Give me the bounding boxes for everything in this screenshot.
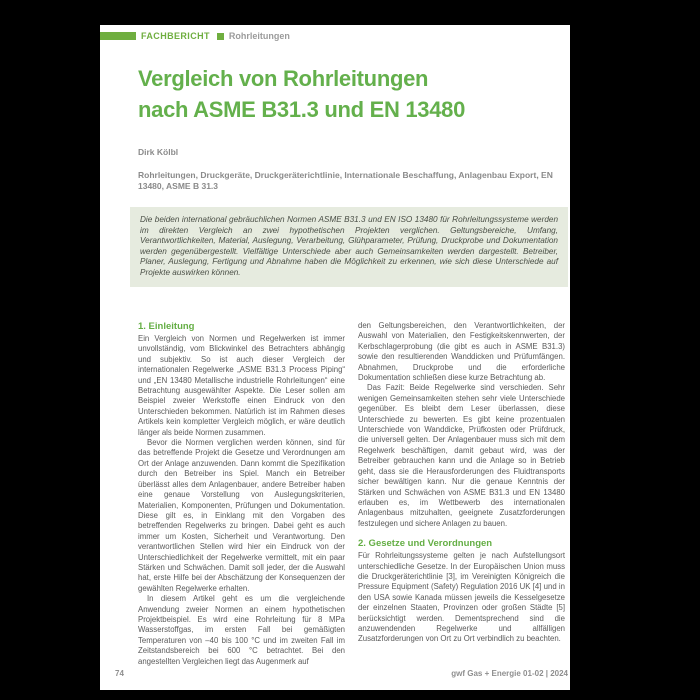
footer-journal-name: gwf Gas + Energie 01-02 | 2024 — [451, 669, 568, 678]
body-paragraph: Bevor die Normen verglichen werden können, sind für das betreffende Projekt die Gesetze und Verordnungen am Ort der Anlage anzuwenden. Dann kommt die Spezifikation durch den Betreiber ins Spiel. Manch ein Betreiber überlässt alles dem Anlagenbauer, andere Betreiber haben eine genaue Vorstellung von Auslegungskriterien, Materialien, Komponenten, Prüfungen und Dokumentation. Diese gilt es, in Einklang mit den Vorgaben des betreffenden Regelwerks zu bringen. Dabei geht es auch immer um Kosten, Sicherheit und Verantwortung. Den verantwortlichen Stellen wird hier ein Eindruck von der Unterschiedlichkeit der Regelwerke vermittelt, mit ein paar Stärken und Schwächen. Damit soll jeder, der die Auswahl hat, erste Hilfe bei der Abschätzung der Konsequenzen der gewählten Regelwerke erhalten. — [138, 438, 345, 593]
green-square-icon — [217, 33, 224, 40]
body-paragraph: In diesem Artikel geht es um die vergleichende Anwendung zweier Normen an einem hypothetischen Projektbeispiel. Es wird eine Rohrleitung für 8 MPa Wasserstoffgas, im ersten Fall bei gemäßigten Temperaturen von –40 bis 100 °C und im zweiten Fall im Zeitstandsbereich bei 600 °C betrachtet. Bei den angestellten Vergleichen liegt das Augenmerk auf — [138, 594, 345, 666]
author-name: Dirk Kölbl — [138, 147, 179, 157]
body-paragraph: Das Fazit: Beide Regelwerke sind verschieden. Sehr wenigen Gemeinsamkeiten stehen sehr viele Unterschiede gegenüber. Es bleibt dem Leser überlassen, diese Unterschiede zu bewerten. Es gibt keine prozentualen Unterschiede von Wanddicke, Prüfkosten oder Prüfdruck, die universell gelten. Der Anlagenbauer muss sich mit dem Regelwerk beschäftigen, damit gebaut wird, was der Betreiber gebrauchen kann und die Anlage so in Betrieb geht, dass sie die Herausforderungen des Fluidtransports sicher bewältigen kann. Nur die genaue Kenntnis der Stärken und Schwächen von ASME B31.3 und EN 13480 erlauben es, im Wettbewerb des internationalen Anlagenbaus mitzuhalten, geeignete Zusatzforderungen festzulegen und sichere Anlagen zu bauen. — [358, 383, 565, 528]
section-heading-1: 1. Einleitung — [138, 321, 195, 332]
article-title-line2: nach ASME B31.3 und EN 13480 — [138, 97, 466, 122]
kicker-topic: Rohrleitungen — [228, 31, 290, 41]
body-columns — [138, 321, 566, 673]
kicker-label: FACHBERICHT — [141, 31, 210, 41]
article-title — [138, 63, 568, 125]
section-heading-2: 2. Gesetze und Verordnungen — [358, 538, 493, 550]
running-head — [100, 30, 570, 42]
abstract-box — [130, 207, 568, 287]
body-paragraph: Für Rohrleitungssysteme gelten je nach Aufstellungsort unterschiedliche Gesetze. In der Europäischen Union muss die Druckgeräterichtlinie [3], im Vereinigten Königreich die Pressure Equipment (Safety) Regulation 2016 UK [4] und in den USA sowie Kanada müssen jeweils die Kesselgesetze der einzelnen Staaten, Provinzen oder großen Städte [5] berücksichtigt werden. Dementsprechend sind die anzuwendenden Regelwerke und allfälligen Zusatzforderungen von Ort zu Ort verbindlich zu beachten. — [358, 551, 565, 644]
right-column — [358, 321, 565, 673]
left-column — [138, 321, 345, 673]
body-paragraph: den Geltungsbereichen, den Verantwortlichkeiten, der Auswahl von Materialien, den Festigkeitskennwerten, der Kerbschlagerprobung (die gibt es auch in ASME B31.3) sowie den resultierenden Wanddicken und Prüfumfängen. Abnahmen, Druckprobe und die erforderliche Dokumentation schließen diese kurze Betrachtung ab. — [358, 321, 565, 383]
footer-page-number: 74 — [115, 669, 124, 678]
keyword-list: Rohrleitungen, Druckgeräte, Druckgeräterichtlinie, Internationale Beschaffung, Anlagenbau Export, EN 13480, ASME B 31.3 — [138, 170, 553, 191]
article-title-line1: Vergleich von Rohrleitungen — [138, 66, 429, 91]
abstract-text: Die beiden international gebräuchlichen Normen ASME B31.3 und EN ISO 13480 für Rohrleitungssysteme werden im direkten Vergleich an zwei hypothetischen Projekten verglichen. Geltungsbereiche, Umfang, Verantwortlichkeiten, Material, Auslegung, Verarbeitung, Glühparameter, Prüfung, Druckprobe und Dokumentation werden gegenübergestellt. Vielfältige Unterschiede aber auch Gemeinsamkeiten werden dargestellt. Betreiber, Planer, Auslegung, Fertigung und Abnahme haben die Möglichkeit zu erkennen, wie sich diese Unterschiede auf Projekte auswirken können. — [140, 215, 558, 277]
green-bar-icon — [100, 32, 136, 40]
body-paragraph: Ein Vergleich von Normen und Regelwerken ist immer unvollständig, vom Blickwinkel des Betrachters abhängig und subjektiv. So ist auch dieser Vergleich der internationalen Regelwerke „ASME B31.3 Process Piping“ und „EN 13480 Metallische industrielle Rohrleitungen“ eine Betrachtung ausgewählter Aspekte. Die Leser sollen am Beispiel zweier Werkstoffe einen Eindruck von den Unterschieden bekommen. Natürlich ist im Rahmen dieses Artikels kein kompletter Vergleich möglich, er wäre deutlich länger als beide Normen zusammen. — [138, 334, 345, 437]
article-page — [100, 25, 570, 690]
